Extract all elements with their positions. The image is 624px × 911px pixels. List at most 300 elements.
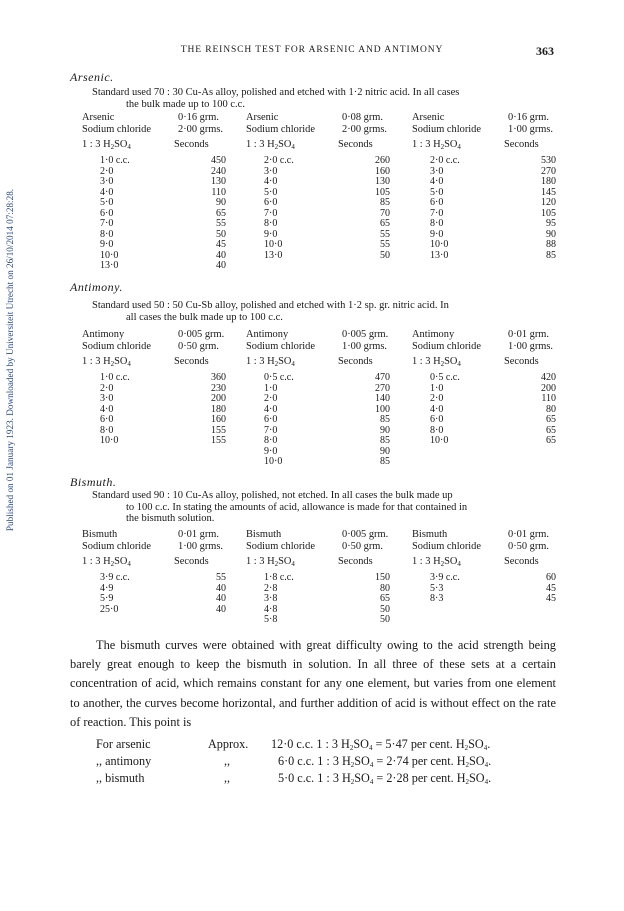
table-row [82, 239, 232, 250]
acid-volume: 5·0 [264, 186, 278, 198]
salt-amount: 1·00 grms. [508, 124, 554, 135]
table-row [246, 604, 396, 615]
acid-volume: 2·0 c.c. [430, 155, 460, 166]
acid-volume: 10·0 [430, 435, 449, 446]
table-row [412, 229, 562, 240]
seconds-value: 90 [216, 197, 226, 208]
running-title: THE REINSCH TEST FOR ARSENIC AND ANTIMONY [180, 45, 444, 55]
acid-volume: 10·0 [100, 249, 119, 261]
table-header-row [246, 329, 396, 341]
standard-note-line: the bismuth solution. [126, 513, 215, 524]
seconds-column-header: Seconds [174, 139, 209, 150]
table-header-row [246, 112, 396, 124]
acid-volume: 6·0 [100, 414, 114, 425]
seconds-value: 105 [541, 207, 556, 219]
element-name: Bismuth [246, 529, 282, 540]
standard-note-line: all cases the bulk made up to 100 c.c. [126, 311, 283, 323]
table-row [246, 250, 396, 261]
table-row [412, 383, 562, 394]
salt-amount: 2·00 grms. [178, 124, 224, 135]
table-row [246, 446, 396, 457]
section-title: Arsenic. [70, 70, 114, 84]
acid-column-header: 1 : 3 $H_2SO_4$ [412, 556, 461, 568]
seconds-value: 110 [211, 186, 226, 198]
standard-note [92, 87, 556, 110]
table-row [246, 614, 396, 625]
seconds-value: 65 [216, 207, 226, 219]
section-title: Bismuth. [70, 475, 117, 489]
acid-volume: 1·8 c.c. [264, 572, 294, 583]
table-row [246, 583, 396, 594]
seconds-value: 40 [216, 260, 226, 271]
table-row [246, 239, 396, 250]
table-row [412, 435, 562, 446]
seconds-value: 85 [380, 197, 390, 208]
acid-volume: 25·0 [100, 603, 119, 615]
seconds-value: 180 [211, 403, 226, 415]
acid-volume: 8·3 [430, 593, 444, 604]
salt-amount: 0·50 grm. [508, 541, 549, 552]
table-row [412, 593, 562, 604]
column-headers [412, 139, 562, 153]
table-row [246, 166, 396, 177]
table-row [412, 187, 562, 198]
table-row [412, 218, 562, 229]
salt-name: Sodium chloride [82, 124, 151, 135]
seconds-value: 65 [380, 218, 390, 229]
table-row [246, 208, 396, 219]
acid-volume: 1·0 c.c. [100, 155, 130, 166]
table-header-row [82, 541, 232, 553]
table-row [412, 414, 562, 425]
acid-volume: 6·0 [430, 414, 444, 425]
data-table [246, 329, 396, 467]
table-header-row [412, 529, 562, 541]
acid-column-header: 1 : 3 $H_2SO_4$ [82, 556, 131, 568]
element-name: Arsenic [82, 112, 115, 123]
element-amount: 0·16 grm. [178, 112, 219, 123]
seconds-value: 65 [546, 414, 556, 425]
salt-name: Sodium chloride [82, 541, 151, 552]
seconds-value: 50 [380, 614, 390, 625]
standard-note-line: the bulk made up to 100 c.c. [126, 98, 245, 110]
seconds-column-header: Seconds [174, 356, 209, 367]
column-headers [246, 139, 396, 153]
table-row [82, 425, 232, 436]
table-rows [82, 572, 232, 614]
acid-volume: 8·0 [430, 424, 444, 436]
element-name: Antimony [82, 329, 125, 340]
seconds-value: 240 [211, 165, 226, 177]
element-name: Arsenic [412, 112, 445, 123]
table-row [82, 604, 232, 615]
table-rows [82, 155, 232, 271]
seconds-value: 40 [216, 249, 226, 261]
seconds-value: 65 [546, 424, 556, 436]
acid-volume: 10·0 [264, 456, 283, 467]
table-row [82, 197, 232, 208]
table-header-row [412, 124, 562, 136]
acid-volume: 5·8 [264, 614, 278, 625]
seconds-value: 85 [380, 414, 390, 425]
table-row [412, 393, 562, 404]
element-amount: 0·005 grm. [342, 329, 389, 340]
table-header-row [246, 529, 396, 541]
salt-amount: 0·50 grm. [178, 341, 219, 352]
seconds-value: 88 [546, 239, 556, 250]
acid-column-header: 1 : 3 $H_2SO_4$ [412, 356, 461, 368]
column-headers [82, 356, 232, 370]
acid-volume: 13·0 [264, 249, 283, 261]
seconds-value: 45 [546, 593, 556, 604]
seconds-value: 200 [541, 382, 556, 394]
element-amount: 0·01 grm. [178, 529, 219, 540]
table-row [412, 208, 562, 219]
seconds-value: 120 [541, 197, 556, 208]
approx-label: Approx. [208, 737, 249, 751]
acid-volume: 7·0 [264, 424, 278, 436]
approx-label: ,, [224, 771, 231, 785]
table-row [82, 155, 232, 166]
element-amount: 0·01 grm. [508, 529, 549, 540]
acid-volume: 3·8 [264, 593, 278, 604]
acid-volume: 4·0 [264, 403, 278, 415]
column-headers [412, 356, 562, 370]
acid-volume: 4·0 [100, 186, 114, 198]
equivalence-points [96, 737, 556, 788]
data-table [412, 112, 562, 260]
acid-volume: 9·0 [264, 445, 278, 457]
table-header-row [82, 329, 232, 341]
column-headers [246, 556, 396, 570]
table-row [412, 239, 562, 250]
acid-volume: 9·0 [430, 228, 444, 240]
acid-volume: 8·0 [264, 218, 278, 229]
acid-volume: 0·5 c.c. [264, 372, 294, 383]
table-row [246, 572, 396, 583]
element-amount: 0·16 grm. [508, 112, 549, 123]
table-row [412, 572, 562, 583]
table-rows [246, 372, 396, 467]
element-name: Antimony [412, 329, 455, 340]
acid-equivalence: 5·0 c.c. 1 : 3 $H_2SO_4 = 2\cdot 28$ per cent. $H_2SO_4$. [278, 771, 492, 786]
table-row [246, 456, 396, 467]
seconds-value: 110 [541, 393, 556, 404]
data-table [412, 329, 562, 446]
seconds-value: 200 [211, 393, 226, 404]
element-label: ,, antimony [96, 754, 152, 768]
table-header-row [82, 529, 232, 541]
salt-name: Sodium chloride [82, 341, 151, 352]
table-rows [412, 155, 562, 260]
column-headers [412, 556, 562, 570]
table-row [82, 229, 232, 240]
seconds-value: 85 [546, 249, 556, 261]
table-rows [246, 572, 396, 625]
seconds-column-header: Seconds [338, 139, 373, 150]
equivalence-point-row [96, 737, 556, 754]
section-title: Antimony. [70, 280, 123, 294]
table-row [246, 593, 396, 604]
seconds-value: 130 [375, 176, 390, 187]
table-row [412, 425, 562, 436]
acid-volume: 10·0 [100, 435, 119, 446]
table-row [246, 197, 396, 208]
table-row [82, 414, 232, 425]
table-row [246, 155, 396, 166]
acid-column-header: 1 : 3 $H_2SO_4$ [246, 139, 295, 151]
seconds-value: 50 [380, 603, 390, 615]
table-row [82, 218, 232, 229]
acid-volume: 13·0 [100, 260, 119, 271]
table-rows [246, 155, 396, 260]
seconds-value: 50 [216, 228, 226, 240]
standard-note [92, 490, 556, 525]
seconds-value: 105 [375, 186, 390, 198]
acid-column-header: 1 : 3 $H_2SO_4$ [82, 139, 131, 151]
seconds-column-header: Seconds [504, 139, 539, 150]
seconds-value: 55 [380, 239, 390, 250]
acid-volume: 2·0 [100, 382, 114, 394]
table-row [246, 187, 396, 198]
seconds-value: 130 [211, 176, 226, 187]
acid-volume: 8·0 [264, 435, 278, 446]
acid-volume: 5·9 [100, 593, 114, 604]
seconds-value: 40 [216, 593, 226, 604]
table-row [246, 425, 396, 436]
table-row [412, 155, 562, 166]
acid-volume: 4·0 [430, 176, 444, 187]
standard-note-line: Standard used 70 : 30 Cu-As alloy, polished and etched with 1·2 nitric acid. In all cases [92, 87, 460, 98]
salt-name: Sodium chloride [412, 124, 481, 135]
data-table [412, 529, 562, 604]
seconds-value: 270 [541, 165, 556, 177]
page-header [0, 44, 624, 60]
acid-volume: 3·0 [100, 176, 114, 187]
download-note-text: Published on 01 January 1923. Downloaded by Universiteit Utrecht on 26/10/2014 07:28:28. [5, 188, 15, 532]
acid-volume: 1·0 [430, 382, 444, 394]
table-header-row [412, 329, 562, 341]
table-row [412, 197, 562, 208]
table-row [412, 176, 562, 187]
seconds-value: 155 [211, 435, 226, 446]
standard-note-line: Standard used 90 : 10 Cu-As alloy, polished, not etched. In all cases the bulk made up [92, 490, 453, 501]
table-row [82, 208, 232, 219]
table-row [412, 166, 562, 177]
table-row [82, 404, 232, 415]
acid-column-header: 1 : 3 $H_2SO_4$ [412, 139, 461, 151]
acid-volume: 6·0 [264, 414, 278, 425]
table-row [82, 393, 232, 404]
seconds-value: 470 [375, 372, 390, 383]
acid-volume: 6·0 [264, 197, 278, 208]
acid-volume: 1·0 [264, 382, 278, 394]
acid-volume: 2·0 c.c. [264, 155, 294, 166]
salt-amount: 1·00 grms. [178, 541, 224, 552]
table-header-row [412, 112, 562, 124]
table-row [82, 260, 232, 271]
data-table [82, 529, 232, 614]
acid-volume: 13·0 [430, 249, 449, 261]
table-row [246, 404, 396, 415]
column-headers [246, 356, 396, 370]
download-note [2, 150, 18, 570]
table-rows [412, 372, 562, 446]
table-row [246, 414, 396, 425]
seconds-value: 60 [546, 572, 556, 583]
body-paragraph [70, 636, 556, 732]
seconds-value: 270 [375, 382, 390, 394]
acid-volume: 8·0 [100, 228, 114, 240]
seconds-value: 90 [546, 228, 556, 240]
seconds-column-header: Seconds [504, 556, 539, 567]
seconds-value: 65 [380, 593, 390, 604]
acid-volume: 4·0 [100, 403, 114, 415]
salt-amount: 2·00 grms. [342, 124, 388, 135]
table-header-row [412, 541, 562, 553]
table-row [82, 166, 232, 177]
table-row [246, 218, 396, 229]
acid-volume: 0·5 c.c. [430, 372, 460, 383]
standard-note [92, 300, 556, 323]
element-amount: 0·005 grm. [178, 329, 225, 340]
seconds-value: 260 [375, 155, 390, 166]
acid-volume: 6·0 [430, 197, 444, 208]
element-name: Bismuth [412, 529, 448, 540]
table-row [246, 176, 396, 187]
seconds-column-header: Seconds [174, 556, 209, 567]
table-row [82, 593, 232, 604]
seconds-value: 95 [546, 218, 556, 229]
acid-volume: 5·0 [100, 197, 114, 208]
acid-volume: 3·0 [264, 165, 278, 177]
acid-volume: 10·0 [264, 239, 283, 250]
table-row [82, 435, 232, 446]
element-name: Antimony [246, 329, 289, 340]
acid-volume: 3·9 c.c. [430, 572, 460, 583]
data-table [246, 112, 396, 260]
seconds-value: 100 [375, 403, 390, 415]
paragraph-text: The bismuth curves were obtained with great difficulty owing to the acid strength being barely great enough to keep the bismuth in solution. In all three of these sets at a certain concentration of acid, which remains constant for any one element, but varies from one element to another, the curves become horizontal, and further addition of acid is without effect on the rate of reaction. This point is [70, 638, 556, 729]
seconds-value: 55 [216, 218, 226, 229]
standard-note-line: Standard used 50 : 50 Cu-Sb alloy, polished and etched with 1·2 sp. gr. nitric acid. In [92, 300, 449, 311]
table-row [246, 383, 396, 394]
equivalence-point-row [96, 754, 556, 771]
seconds-value: 55 [380, 228, 390, 240]
acid-volume: 4·9 [100, 582, 114, 594]
column-headers [82, 139, 232, 153]
acid-volume: 9·0 [100, 239, 114, 250]
table-row [82, 383, 232, 394]
approx-label: ,, [224, 754, 231, 768]
table-row [246, 372, 396, 383]
acid-volume: 2·0 [264, 393, 278, 404]
standard-note-line: to 100 c.c. In stating the amounts of acid, allowance is made for that contained in [126, 501, 468, 513]
acid-volume: 5·3 [430, 582, 444, 594]
table-row [412, 250, 562, 261]
table-row [82, 583, 232, 594]
acid-volume: 3·0 [430, 165, 444, 177]
table-header-row [82, 112, 232, 124]
seconds-value: 70 [380, 207, 390, 219]
salt-name: Sodium chloride [246, 341, 315, 352]
page-number: 363 [536, 44, 554, 58]
table-row [82, 572, 232, 583]
seconds-value: 145 [541, 186, 556, 198]
seconds-value: 160 [211, 414, 226, 425]
seconds-value: 180 [541, 176, 556, 187]
seconds-value: 65 [546, 435, 556, 446]
seconds-value: 50 [380, 249, 390, 261]
acid-volume: 2·0 [430, 393, 444, 404]
acid-volume: 7·0 [430, 207, 444, 219]
seconds-column-header: Seconds [338, 556, 373, 567]
seconds-value: 45 [216, 239, 226, 250]
acid-volume: 7·0 [264, 207, 278, 219]
acid-volume: 4·8 [264, 603, 278, 615]
table-row [246, 229, 396, 240]
acid-column-header: 1 : 3 $H_2SO_4$ [246, 356, 295, 368]
table-header-row [246, 541, 396, 553]
equivalence-point-row [96, 771, 556, 788]
seconds-value: 420 [541, 372, 556, 383]
salt-amount: 1·00 grms. [508, 341, 554, 352]
table-row [82, 250, 232, 261]
acid-volume: 2·0 [100, 165, 114, 177]
seconds-value: 230 [211, 382, 226, 394]
seconds-column-header: Seconds [338, 356, 373, 367]
table-row [82, 187, 232, 198]
seconds-value: 155 [211, 424, 226, 436]
table-row [246, 393, 396, 404]
acid-equivalence: 12·0 c.c. 1 : 3 $H_2SO_4 = 5\cdot 47$ per cent. $H_2SO_4$. [271, 737, 491, 752]
element-amount: 0·08 grm. [342, 112, 383, 123]
table-header-row [246, 124, 396, 136]
acid-volume: 3·9 c.c. [100, 572, 130, 583]
table-row [412, 583, 562, 594]
element-amount: 0·005 grm. [342, 529, 389, 540]
salt-name: Sodium chloride [246, 124, 315, 135]
seconds-value: 85 [380, 456, 390, 467]
data-table [82, 329, 232, 446]
column-headers [82, 556, 232, 570]
table-header-row [82, 124, 232, 136]
data-table [82, 112, 232, 271]
table-row [246, 435, 396, 446]
seconds-value: 45 [546, 582, 556, 594]
seconds-value: 530 [541, 155, 556, 166]
seconds-value: 90 [380, 445, 390, 457]
table-row [412, 404, 562, 415]
seconds-value: 85 [380, 435, 390, 446]
acid-volume: 5·0 [430, 186, 444, 198]
acid-volume: 6·0 [100, 207, 114, 219]
acid-volume: 1·0 c.c. [100, 372, 130, 383]
salt-amount: 0·50 grm. [342, 541, 383, 552]
acid-volume: 9·0 [264, 228, 278, 240]
table-row [82, 176, 232, 187]
seconds-value: 55 [216, 572, 226, 583]
acid-volume: 8·0 [100, 424, 114, 436]
acid-column-header: 1 : 3 $H_2SO_4$ [82, 356, 131, 368]
seconds-value: 160 [375, 165, 390, 177]
salt-name: Sodium chloride [246, 541, 315, 552]
table-row [82, 372, 232, 383]
salt-amount: 1·00 grms. [342, 341, 388, 352]
table-rows [82, 372, 232, 446]
table-rows [412, 572, 562, 604]
seconds-column-header: Seconds [504, 356, 539, 367]
